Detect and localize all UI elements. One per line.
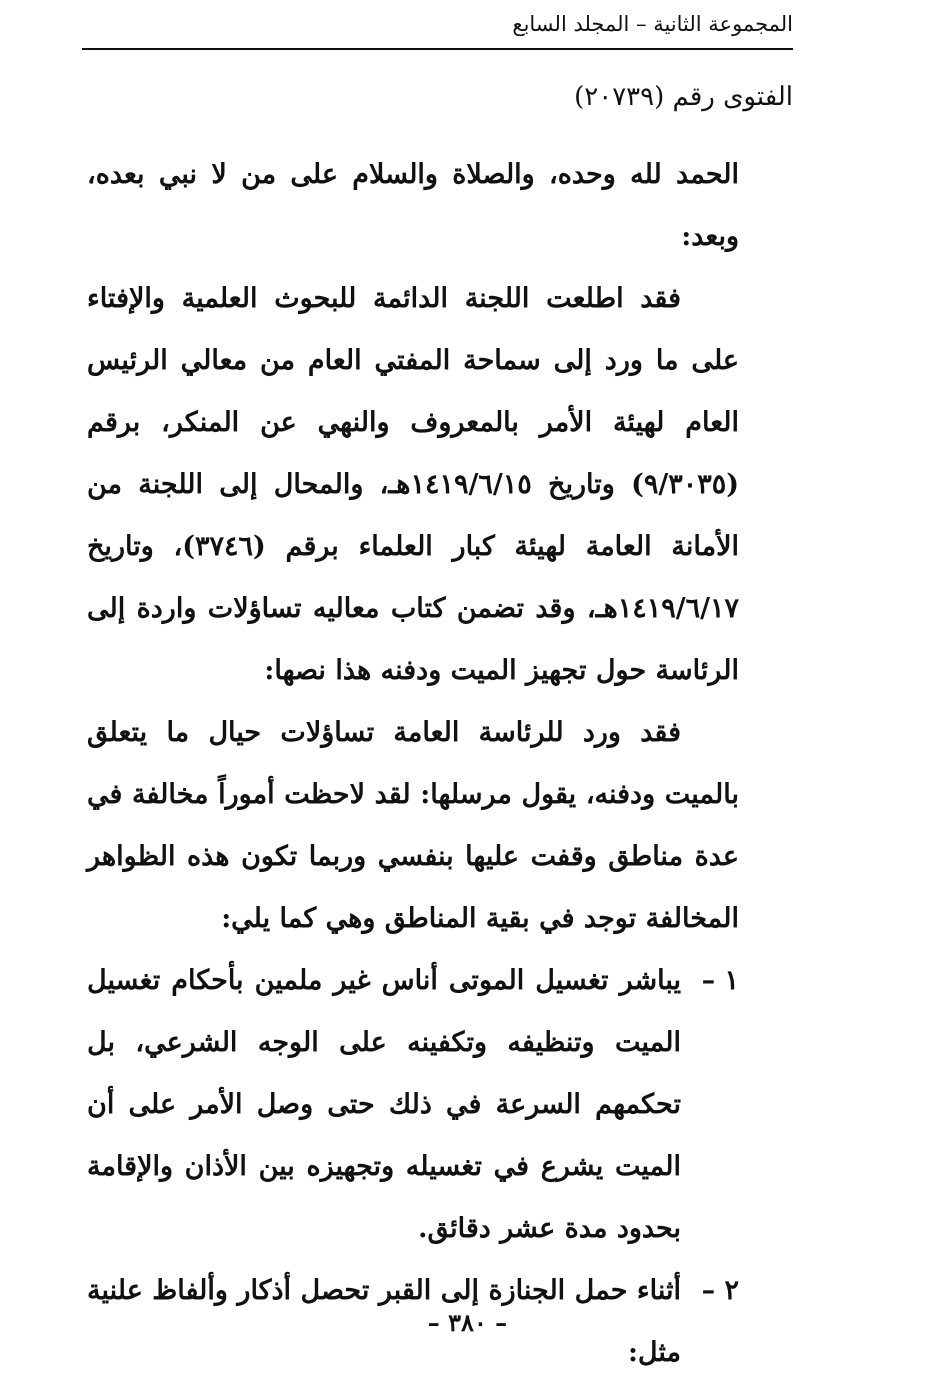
body-text xyxy=(87,144,739,1384)
list-item-number: ٢ – xyxy=(701,1275,739,1306)
list-item-number: ١ – xyxy=(701,965,739,996)
list-item-text: أثناء حمل الجنازة إلى القبر تحصل أذكار وألفاظ علنية مثل: xyxy=(87,1275,681,1368)
running-title: المجموعة الثانية – المجلد السابع xyxy=(506,12,793,36)
fatwa-number: الفتوى رقم (٢٠٧٣٩) xyxy=(574,82,793,112)
list-item-text: يباشر تغسيل الموتى أناس غير ملمين بأحكام تغسيل الميت وتنظيفه وتكفينه على الوجه الشرعي، بل تحكمهم السرعة في ذلك حتى وصل الأمر على أن الميت يشرع في تغسيله وتجهيزه بين الأذان والإقامة بحدود مدة عشر دقائق. xyxy=(87,965,681,1244)
paragraph-questions: فقد ورد للرئاسة العامة تساؤلات حيال ما يتعلق بالميت ودفنه، يقول مرسلها: لقد لاحظت أموراً مخالفة في عدة مناطق وقفت عليها بنفسي وربما تكون هذه الظواهر المخالفة توجد في بقية المناطق وهي كما يلي: xyxy=(87,717,739,934)
page-number: – ٣٨٠ – xyxy=(427,1308,508,1337)
list-item xyxy=(87,950,739,1260)
opening-paragraph: الحمد لله وحده، والصلاة والسلام على من لا نبي بعده، وبعد: xyxy=(87,159,739,252)
running-header xyxy=(82,10,793,50)
header-rule xyxy=(82,48,793,50)
paragraph-committee-review: فقد اطلعت اللجنة الدائمة للبحوث العلمية والإفتاء على ما ورد إلى سماحة المفتي العام من معالي الرئيس العام لهيئة الأمر بالمعروف والنهي عن المنكر، برقم (٩/٣٠٣٥) وتاريخ ١٤١٩/٦/١٥هـ، والمحال إلى اللجنة من الأمانة العامة لهيئة كبار العلماء برقم (٣٧٤٦)، وتاريخ ١٤١٩/٦/١٧هـ، وقد تضمن كتاب معاليه تساؤلات واردة إلى الرئاسة حول تجهيز الميت ودفنه هذا نصها: xyxy=(87,283,739,686)
